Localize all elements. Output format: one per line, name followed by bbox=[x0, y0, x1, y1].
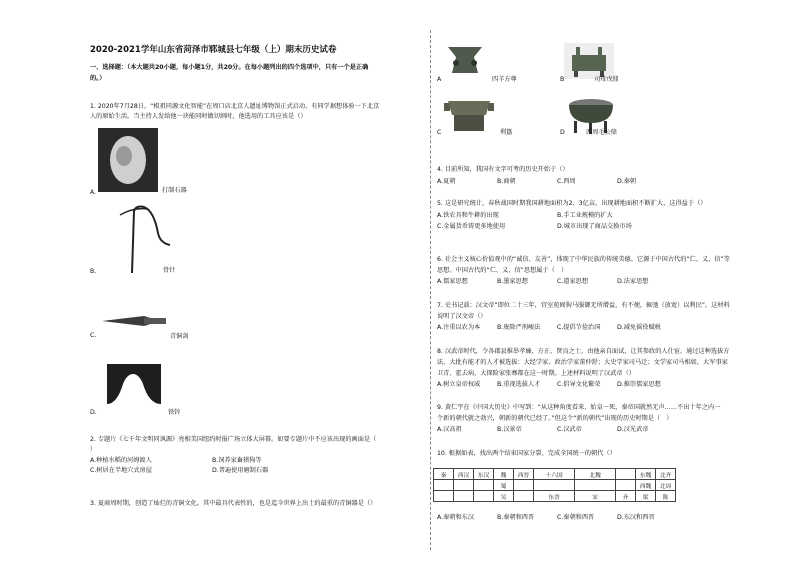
q2-opt-c: C.树居在半地穴式房屋 bbox=[90, 467, 152, 474]
table-cell: 秦 bbox=[434, 469, 454, 480]
q10-line1: 10. 根据如表，找出两个结束国家分裂、完成全国统一的朝代（） bbox=[437, 450, 616, 457]
dynasty-table bbox=[433, 468, 676, 502]
q1-opt-a-label: A. bbox=[90, 189, 97, 196]
exam-title: 2020-2021学年山东省菏泽市郓城县七年级（上）期末历史试卷 bbox=[90, 45, 337, 55]
table-cell: 齐 bbox=[616, 491, 636, 502]
q9-line2: 个新的朝代就之勃兴，朝新的朝代已经了。”但这个“新的朝代”出现的历史时期是（ ） bbox=[437, 415, 673, 422]
q6-opt-b: B.墨家思想 bbox=[497, 278, 528, 285]
q9-opt-b: B.汉景帝 bbox=[497, 426, 522, 433]
bronze-sword-image bbox=[100, 310, 168, 332]
q3-opt-c-label: C bbox=[437, 129, 442, 136]
table-cell bbox=[434, 491, 454, 502]
table-row bbox=[434, 491, 676, 502]
q3-opt-b-label: B bbox=[560, 76, 565, 83]
q1-opt-c-text: 青铜剑 bbox=[170, 333, 189, 340]
table-cell bbox=[454, 491, 474, 502]
q1-opt-a-text: 打制石器 bbox=[162, 187, 187, 194]
q6-line1: 6. 社会主义核心价值观中的“诚信、友善”，体现了中华民族的传统美德。它源于中国古代的“仁、义、信”等 bbox=[437, 256, 730, 263]
q3-line1: 3. 夏商周时期，创造了灿烂的青铜文化。其中最具代表性的，也是迄今世界上出土的最重的青铜器是（） bbox=[90, 500, 377, 507]
q10-opt-c: C.秦朝和西晋 bbox=[557, 514, 595, 521]
q3-opt-a-label: A bbox=[437, 76, 442, 83]
table-cell: 西晋 bbox=[514, 469, 534, 480]
q5-line1: 5. 这是研究统计，春秋战国时期我国耕地面积为2、3亿亩，出现耕地面积不断扩大，这得益于（） bbox=[437, 200, 707, 207]
table-cell: 北周 bbox=[656, 480, 676, 491]
stone-tool-image bbox=[98, 128, 158, 192]
table-cell bbox=[514, 491, 534, 502]
q4-opt-b: B.商朝 bbox=[497, 178, 516, 185]
table-cell bbox=[534, 480, 575, 491]
q2-line1: 2. 专题片《七千年文明同讽源》亮相美国纽约时报广场立体大屏幕。如要专题片中不应该出现的画面是（ bbox=[90, 436, 377, 443]
table-cell: 十六国 bbox=[534, 469, 575, 480]
q4-opt-d: D.秦朝 bbox=[617, 178, 637, 185]
iron-hoe-image bbox=[103, 358, 165, 408]
q7-opt-c: C.提倡节俭治国 bbox=[557, 324, 601, 331]
q7-line1: 7. 史书记载：汉文帝“即位二十三年，宫室苑囿狗马服御无所增益，有不便，辄弛（放宽）以利民”。这材料 bbox=[437, 302, 730, 309]
table-cell: 吴 bbox=[494, 491, 514, 502]
q7-line2: 说明了汉文帝（） bbox=[437, 313, 487, 320]
table-cell bbox=[454, 480, 474, 491]
table-cell: 东魏 bbox=[636, 469, 656, 480]
q6-opt-d: D.法家思想 bbox=[617, 278, 649, 285]
li-gui-image bbox=[442, 95, 496, 133]
q7-opt-b: B.废除严刑峻法 bbox=[497, 324, 541, 331]
q1-line1: 1. 2020年7月28日，“根祖同源文化智能”在周口店北京人遗址博物馆正式启动，有同学据想体验一下北京 bbox=[90, 103, 380, 110]
table-cell: 宋 bbox=[575, 491, 616, 502]
table-cell bbox=[514, 480, 534, 491]
table-cell: 东汉 bbox=[474, 469, 494, 480]
table-cell: 西汉 bbox=[454, 469, 474, 480]
table-cell bbox=[616, 469, 636, 480]
q5-opt-c: C.金属货币铸更多地使用 bbox=[437, 223, 506, 230]
q5-opt-b: B.手工业规模的扩大 bbox=[557, 212, 613, 219]
q1-opt-d-label: D. bbox=[90, 409, 97, 416]
bone-needle-image bbox=[114, 203, 174, 275]
q3-opt-b-text: 司母戊鼎 bbox=[594, 76, 619, 83]
q9-line1: 9. 黄仁宇在《中国大历史》中写到：“从这种角度看来，始皇一死，秦帝国就然无声……不出十年之内一 bbox=[437, 404, 721, 411]
q1-opt-d-text: 铁锌 bbox=[168, 409, 181, 416]
table-cell: 北魏 bbox=[575, 469, 616, 480]
table-cell: 梁 bbox=[636, 491, 656, 502]
q8-line3: 卫青、霍去病，大探险家张骞都在这一时期。上述材料说明了汉武帝（） bbox=[437, 370, 635, 377]
q4-opt-a: A.夏朝 bbox=[437, 178, 456, 185]
q2-line2: ） bbox=[90, 446, 97, 453]
simuwu-ding-image bbox=[564, 43, 614, 79]
table-cell: 东晋 bbox=[534, 491, 575, 502]
q5-opt-a: A.铁农具和牛耕的出现 bbox=[437, 212, 499, 219]
table-cell bbox=[434, 480, 454, 491]
table-cell bbox=[616, 480, 636, 491]
q10-opt-b: B.秦朝和西晋 bbox=[497, 514, 535, 521]
q3-opt-d-text: 西周毛公鼎 bbox=[586, 129, 617, 136]
q10-opt-d: D.东汉和西晋 bbox=[617, 514, 655, 521]
section-heading-2: 的。） bbox=[90, 75, 106, 82]
q8-line2: 法，大批有能才的人才被选拔：大经学家、政治学家董仲舒；大史学家司马迁；文学家司马相如，大军事家 bbox=[437, 359, 728, 366]
section-heading: 一、选择题：（本大题共20小题，每小题1分，共20分。在每小题列出的四个选项中，只有一个是正确 bbox=[90, 64, 369, 71]
q9-opt-d: D.汉光武帝 bbox=[617, 426, 649, 433]
table-cell: 北齐 bbox=[656, 469, 676, 480]
table-cell: 西魏 bbox=[636, 480, 656, 491]
q10-opt-a: A.秦朝和东汉 bbox=[437, 514, 475, 521]
q1-opt-b-label: B. bbox=[90, 268, 97, 275]
q8-opt-a: A.树立皇帝权威 bbox=[437, 381, 481, 388]
q5-opt-d: D.城市出现了商品交换市场 bbox=[557, 223, 632, 230]
q1-line2: 人的原始生活。当主持人发给他一块能同时做切割时，他选用的工具应该是（） bbox=[90, 113, 307, 120]
q3-opt-a-text: 四羊方尊 bbox=[492, 76, 517, 83]
q1-opt-c-label: C. bbox=[90, 332, 97, 339]
table-cell: 陈 bbox=[656, 491, 676, 502]
q6-line2: 思想。中国古代的“仁、义、信”思想属于（ ） bbox=[437, 267, 568, 274]
q8-opt-d: D.推崇儒家思想 bbox=[617, 381, 661, 388]
q8-opt-c: C.倡导文化繁荣 bbox=[557, 381, 601, 388]
q8-line1: 8. 汉武帝时代，令各郡县推举孝廉、方正、贤良之士，由他亲自面试，让其参政的人仕宦。通过这种选拔方 bbox=[437, 348, 730, 355]
q4-opt-c: C.西周 bbox=[557, 178, 576, 185]
q8-opt-b: B.重视选拔人才 bbox=[497, 381, 541, 388]
table-cell bbox=[474, 480, 494, 491]
q1-opt-b-text: 骨针 bbox=[163, 267, 176, 274]
q2-opt-a: A.种植水稻的河姆渡人 bbox=[90, 457, 152, 464]
table-row bbox=[434, 469, 676, 480]
four-ram-zun-image bbox=[442, 43, 488, 77]
q9-opt-c: C.汉武帝 bbox=[557, 426, 582, 433]
table-cell bbox=[575, 480, 616, 491]
q3-opt-c-text: 利簋 bbox=[500, 129, 513, 136]
table-cell: 魏 bbox=[494, 469, 514, 480]
q3-opt-d-label: D bbox=[560, 129, 565, 136]
q4-line1: 4. 目前所知，我国有文字可考的历史开始于（） bbox=[437, 166, 569, 173]
q6-opt-c: C.道家思想 bbox=[557, 278, 589, 285]
table-row bbox=[434, 480, 676, 491]
table-cell: 蜀 bbox=[494, 480, 514, 491]
q2-opt-b: B.饲养家畜猪狗等 bbox=[212, 457, 262, 464]
q2-opt-d: D.普遍使用磨制石器 bbox=[212, 467, 269, 474]
column-divider bbox=[430, 30, 431, 550]
q6-opt-a: A.儒家思想 bbox=[437, 278, 468, 285]
q7-opt-a: A.注重以农为本 bbox=[437, 324, 481, 331]
q9-opt-a: A.汉高祖 bbox=[437, 426, 462, 433]
table-cell bbox=[474, 491, 494, 502]
q7-opt-d: D.减免徭役赋税 bbox=[617, 324, 661, 331]
